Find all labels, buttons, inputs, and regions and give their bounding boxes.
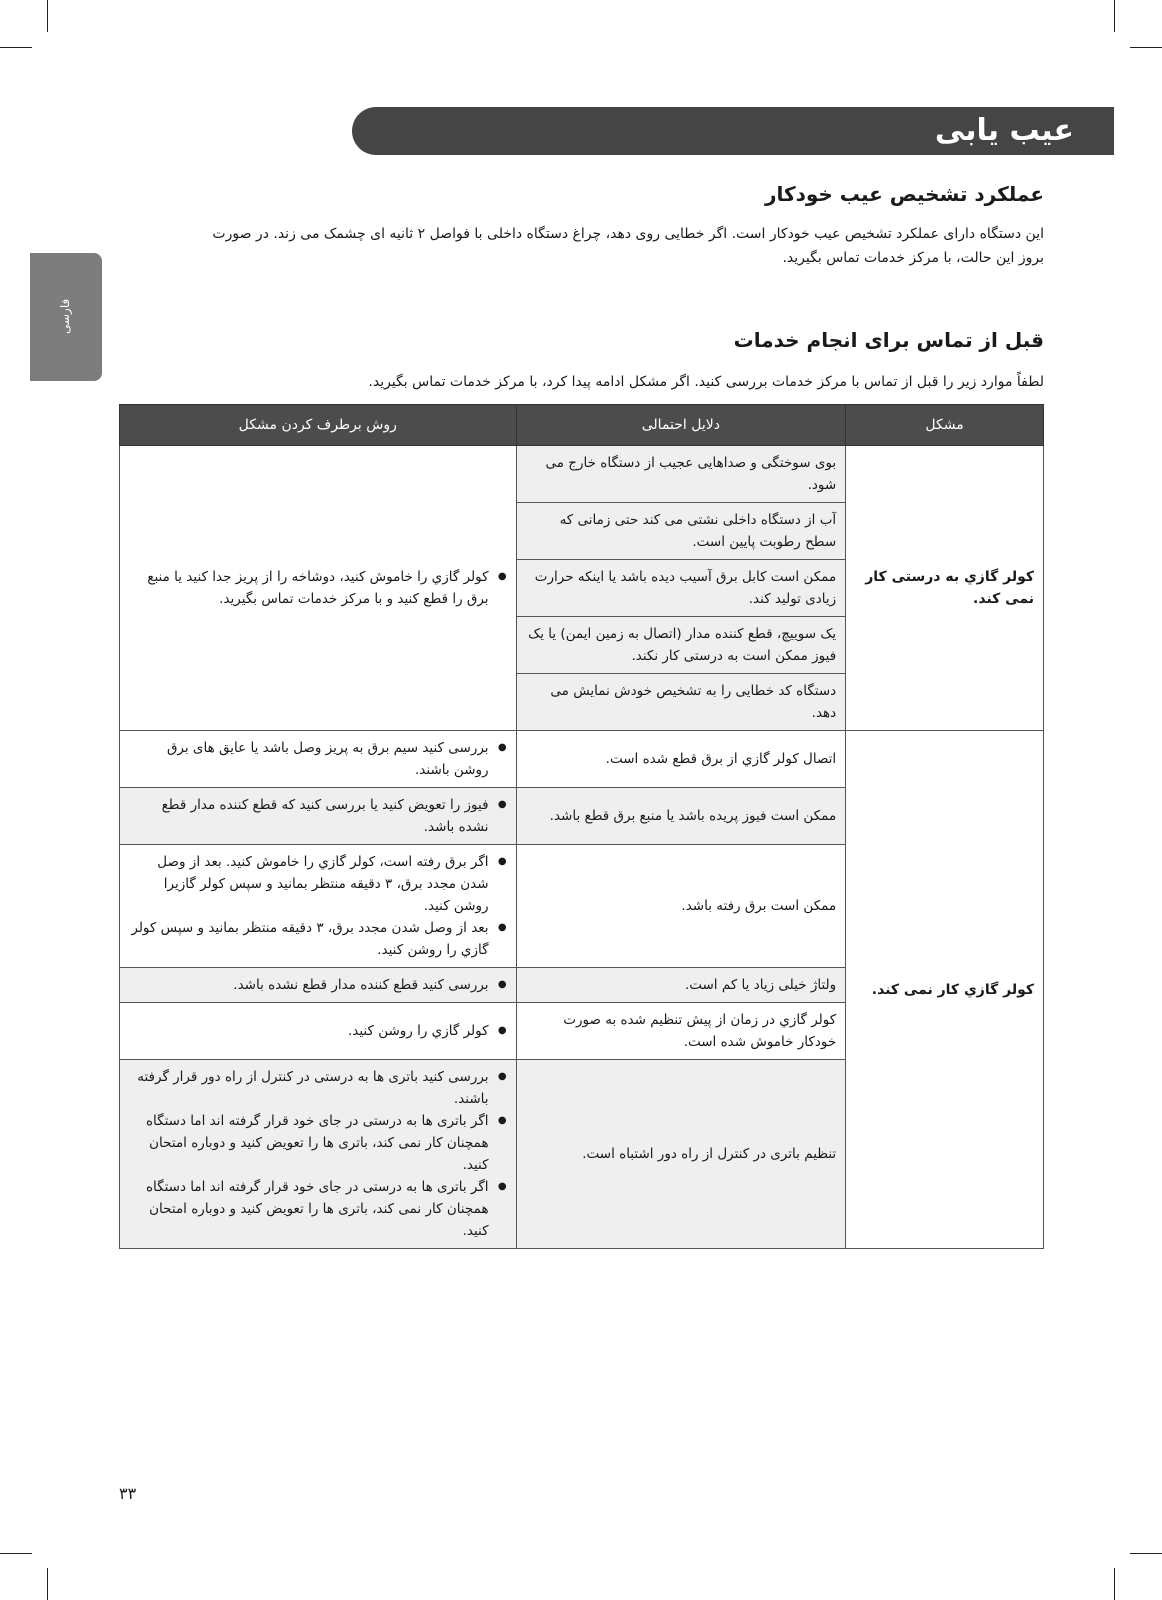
solution-item: ● کولر گازي را خاموش کنید، دوشاخه را از پریز جدا کنید یا منبع برق را قطع کنید و با مرکز خدمات تماس بگیرید. xyxy=(129,566,489,610)
self-diagnosis-line-1: این دستگاه دارای عملکرد تشخیص عیب خودکار است. اگر خطایی روی دهد، چراغ دستگاه داخلی با فواصل ۲ ثانیه ای چشمک می زند. در صورت xyxy=(212,226,1044,242)
solution-cell xyxy=(120,1003,517,1060)
crop-mark xyxy=(0,1553,32,1554)
crop-mark xyxy=(1114,1568,1115,1600)
header-problem: مشکل xyxy=(846,405,1044,446)
chapter-header-bar xyxy=(352,107,1114,155)
cause-cell: یک سوییچ، قطع کننده مدار (اتصال به زمین ایمن) یا یک فیوز ممکن است به درستی کار نکند. xyxy=(516,617,846,674)
solution-cell xyxy=(120,1060,517,1249)
solution-item: ● بعد از وصل شدن مجدد برق، ۳ دقیقه منتظر بمانید و سپس کولر گازي را روشن کنید. xyxy=(129,917,489,961)
solution-item: ● بررسی کنید باتری ها به درستی در کنترل از راه دور قرار گرفته باشند. xyxy=(129,1066,489,1110)
solution-item: ● اگر برق رفته است، کولر گازي را خاموش کنید. بعد از وصل شدن مجدد برق، ۳ دقیقه منتظر بمانید و سپس کولر گازيرا روشن کنید. xyxy=(129,851,489,917)
chapter-title: عیب یابی xyxy=(934,113,1074,148)
troubleshooting-table xyxy=(119,404,1044,1249)
header-solution: روش برطرف کردن مشکل xyxy=(120,405,517,446)
crop-mark xyxy=(47,1568,48,1600)
language-label: فارسی xyxy=(58,298,72,334)
self-diagnosis-paragraph xyxy=(120,222,1044,270)
before-service-paragraph: لطفاً موارد زیر را قبل از تماس با مرکز خدمات بررسی کنید. اگر مشکل ادامه پیدا کرد، با مرکز خدمات تماس بگیرید. xyxy=(368,374,1044,390)
solution-cell xyxy=(120,788,517,845)
solution-cell xyxy=(120,845,517,968)
cause-cell: ولتاژ خیلی زیاد یا کم است. xyxy=(516,968,846,1003)
problem-cell: کولر گازي کار نمی کند. xyxy=(846,731,1044,1249)
table-row xyxy=(120,731,1044,788)
solution-item: ● اگر باتری ها به درستی در جای خود قرار گرفته اند اما دستگاه همچنان کار نمی کند، باتری ها را تعویض کنید و دوباره امتحان کنید. xyxy=(129,1176,489,1242)
crop-mark xyxy=(1130,1553,1162,1554)
page-number: ۳۳ xyxy=(119,1484,137,1503)
solution-item: ● بررسی کنید سیم برق به پریز وصل باشد یا عایق های برق روشن باشند. xyxy=(129,737,489,781)
crop-mark xyxy=(1130,47,1162,48)
crop-mark xyxy=(47,0,48,32)
solution-cell xyxy=(120,968,517,1003)
cause-cell: اتصال کولر گازي از برق قطع شده است. xyxy=(516,731,846,788)
section-title-self-diagnosis: عملکرد تشخیص عیب خودکار xyxy=(764,182,1044,206)
solution-item: ● کولر گازي را روشن کنید. xyxy=(129,1020,489,1042)
cause-cell: ممکن است کابل برق آسیب دیده باشد یا اینکه حرارت زیادی تولید کند. xyxy=(516,560,846,617)
cause-cell: کولر گازي در زمان از پیش تنظیم شده به صورت خودکار خاموش شده است. xyxy=(516,1003,846,1060)
cause-cell: آب از دستگاه داخلی نشتی می کند حتی زمانی که سطح رطوبت پایین است. xyxy=(516,503,846,560)
solution-cell xyxy=(120,446,517,731)
problem-cell: کولر گازي به درستی کار نمی کند. xyxy=(846,446,1044,731)
self-diagnosis-line-2: بروز این حالت، با مرکز خدمات تماس بگیرید. xyxy=(782,250,1044,266)
section-title-before-service: قبل از تماس برای انجام خدمات xyxy=(733,328,1044,352)
cause-cell: تنظیم باتری در کنترل از راه دور اشتباه است. xyxy=(516,1060,846,1249)
language-side-tab xyxy=(30,253,102,381)
cause-cell: دستگاه کد خطایی را به تشخیص خودش نمایش می دهد. xyxy=(516,674,846,731)
solution-item: ● اگر باتری ها به درستی در جای خود قرار گرفته اند اما دستگاه همچنان کار نمی کند، باتری ها را تعویض کنید و دوباره امتحان کنید. xyxy=(129,1110,489,1176)
solution-cell xyxy=(120,731,517,788)
table-row xyxy=(120,446,1044,503)
cause-cell: ممکن است برق رفته باشد. xyxy=(516,845,846,968)
table-header-row xyxy=(120,405,1044,446)
solution-item: ● فیوز را تعویض کنید یا بررسی کنید که قطع کننده مدار قطع نشده باشد. xyxy=(129,794,489,838)
cause-cell: بوی سوختگی و صداهایی عجیب از دستگاه خارج می شود. xyxy=(516,446,846,503)
crop-mark xyxy=(0,47,32,48)
cause-cell: ممکن است فیوز پریده باشد یا منبع برق قطع باشد. xyxy=(516,788,846,845)
crop-mark xyxy=(1114,0,1115,32)
solution-item: ● بررسی کنید قطع کننده مدار قطع نشده باشد. xyxy=(129,974,489,996)
header-cause: دلایل احتمالی xyxy=(516,405,846,446)
